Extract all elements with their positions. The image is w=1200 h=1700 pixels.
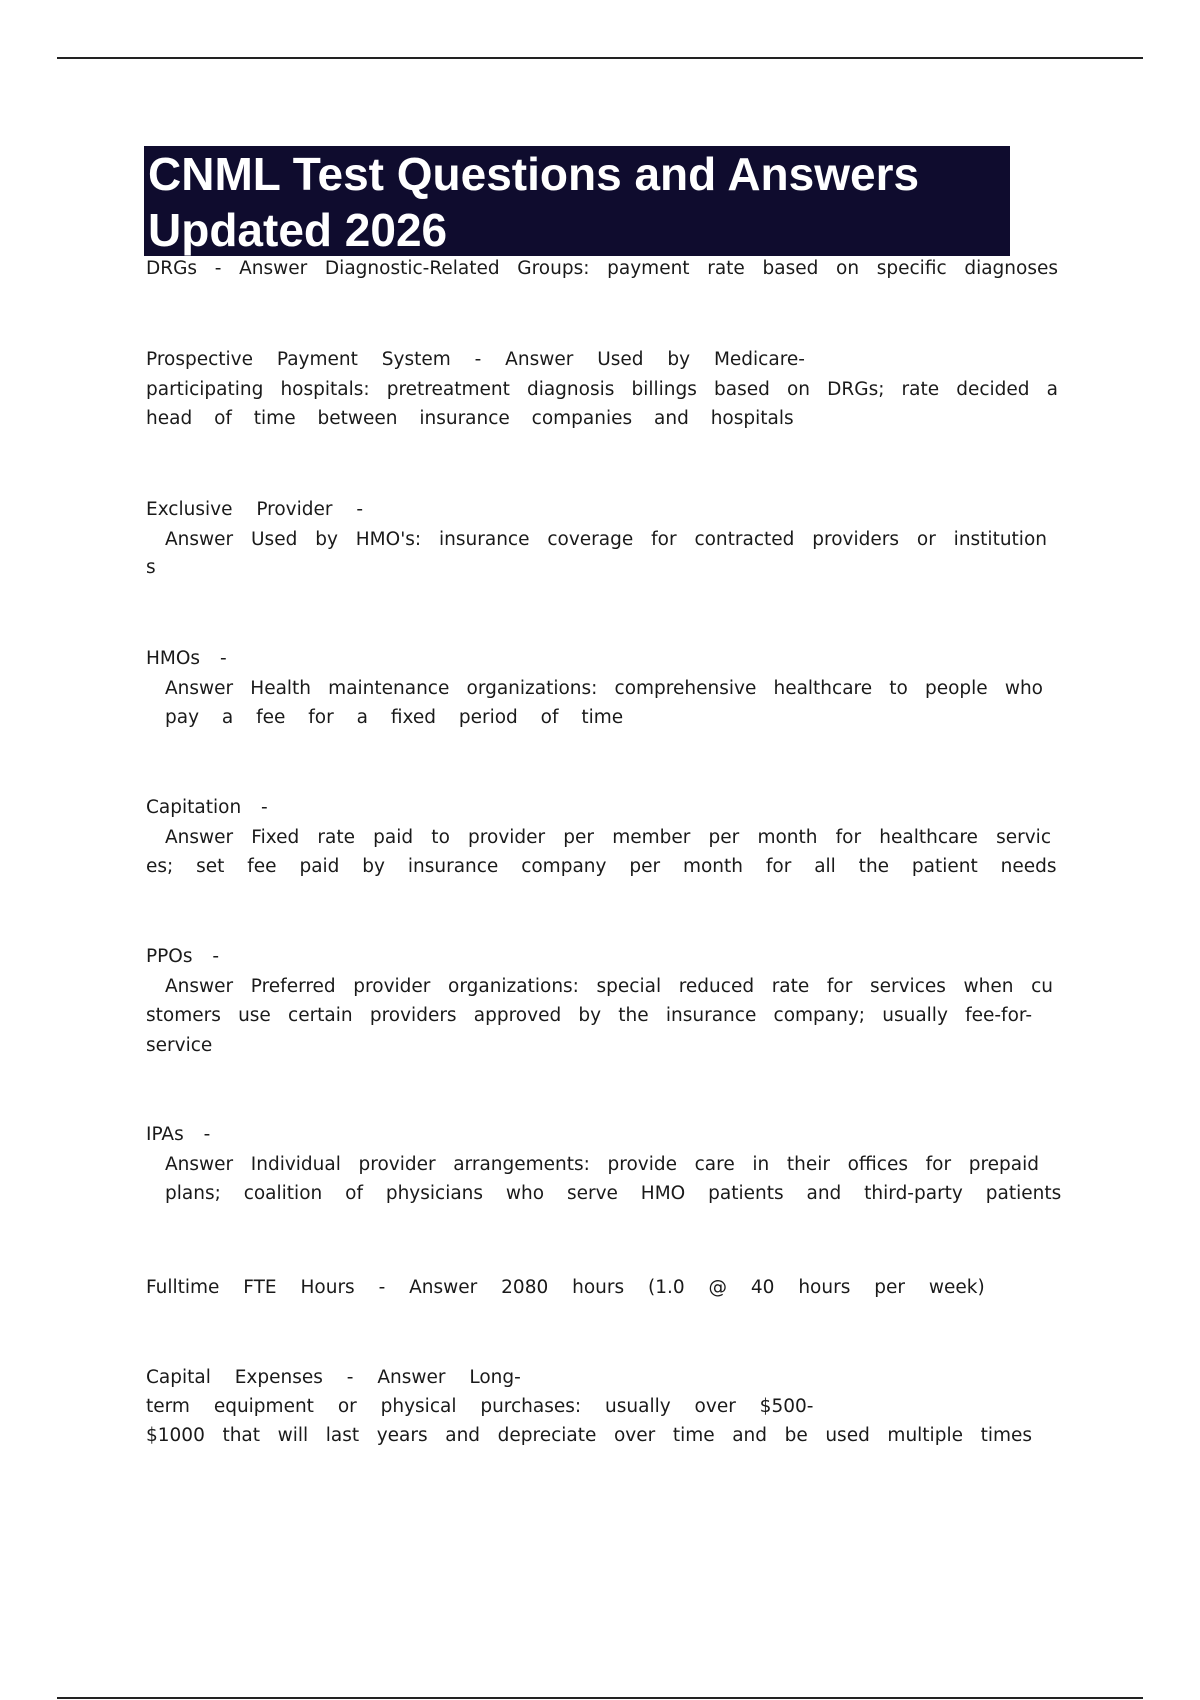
qa-drgs: DRGs - Answer Diagnostic-Related Groups: payment rate based on specific diagnoses [146,258,1058,279]
qa-ppos-line-2: stomers use certain providers approved by the insurance company; usually fee-for- [146,1005,1032,1026]
top-rule [57,57,1143,59]
qa-ppos-term: PPOs - [146,946,220,967]
qa-hmos-term: HMOs - [146,648,227,669]
qa-capitation-line-2: es; set fee paid by insurance company per month for all the patient needs [146,856,1057,877]
qa-capital-expenses-line-1: Capital Expenses - Answer Long- [146,1367,521,1388]
qa-capital-expenses-line-3: $1000 that will last years and depreciate over time and be used multiple times [146,1425,1032,1446]
document-title-line-1: CNML Test Questions and Answers [148,148,920,200]
title-banner [144,146,1010,256]
qa-fte-hours: Fulltime FTE Hours - Answer 2080 hours (1.0 @ 40 hours per week) [146,1277,985,1298]
qa-hmos-line-1: Answer Health maintenance organizations: comprehensive healthcare to people who [165,678,1043,699]
qa-pps-line-3: head of time between insurance companies and hospitals [146,408,794,429]
qa-ipas-line-2: plans; coalition of physicians who serve HMO patients and third-party patients [165,1183,1062,1204]
qa-capitation-line-1: Answer Fixed rate paid to provider per member per month for healthcare servic [165,827,1051,848]
qa-capitation-term: Capitation - [146,797,268,818]
qa-hmos-line-2: pay a fee for a fixed period of time [165,707,624,728]
qa-ppos-line-1: Answer Preferred provider organizations: special reduced rate for services when cu [165,976,1053,997]
document-title-line-2: Updated 2026 [148,204,448,256]
qa-capital-expenses-line-2: term equipment or physical purchases: usually over $500- [146,1396,814,1417]
qa-pps-line-2: participating hospitals: pretreatment diagnosis billings based on DRGs; rate decided a [146,379,1058,400]
bottom-rule [57,1697,1143,1699]
qa-ipas-term: IPAs - [146,1124,211,1145]
qa-ipas-line-1: Answer Individual provider arrangements: provide care in their offices for prepaid [165,1154,1039,1175]
qa-exclusive-provider-term: Exclusive Provider - [146,499,364,520]
qa-exclusive-provider-line-1: Answer Used by HMO's: insurance coverage for contracted providers or institution [165,529,1047,550]
qa-pps-line-1: Prospective Payment System - Answer Used by Medicare- [146,349,805,370]
qa-exclusive-provider-line-2: s [146,557,156,578]
qa-ppos-line-3: service [146,1035,213,1056]
